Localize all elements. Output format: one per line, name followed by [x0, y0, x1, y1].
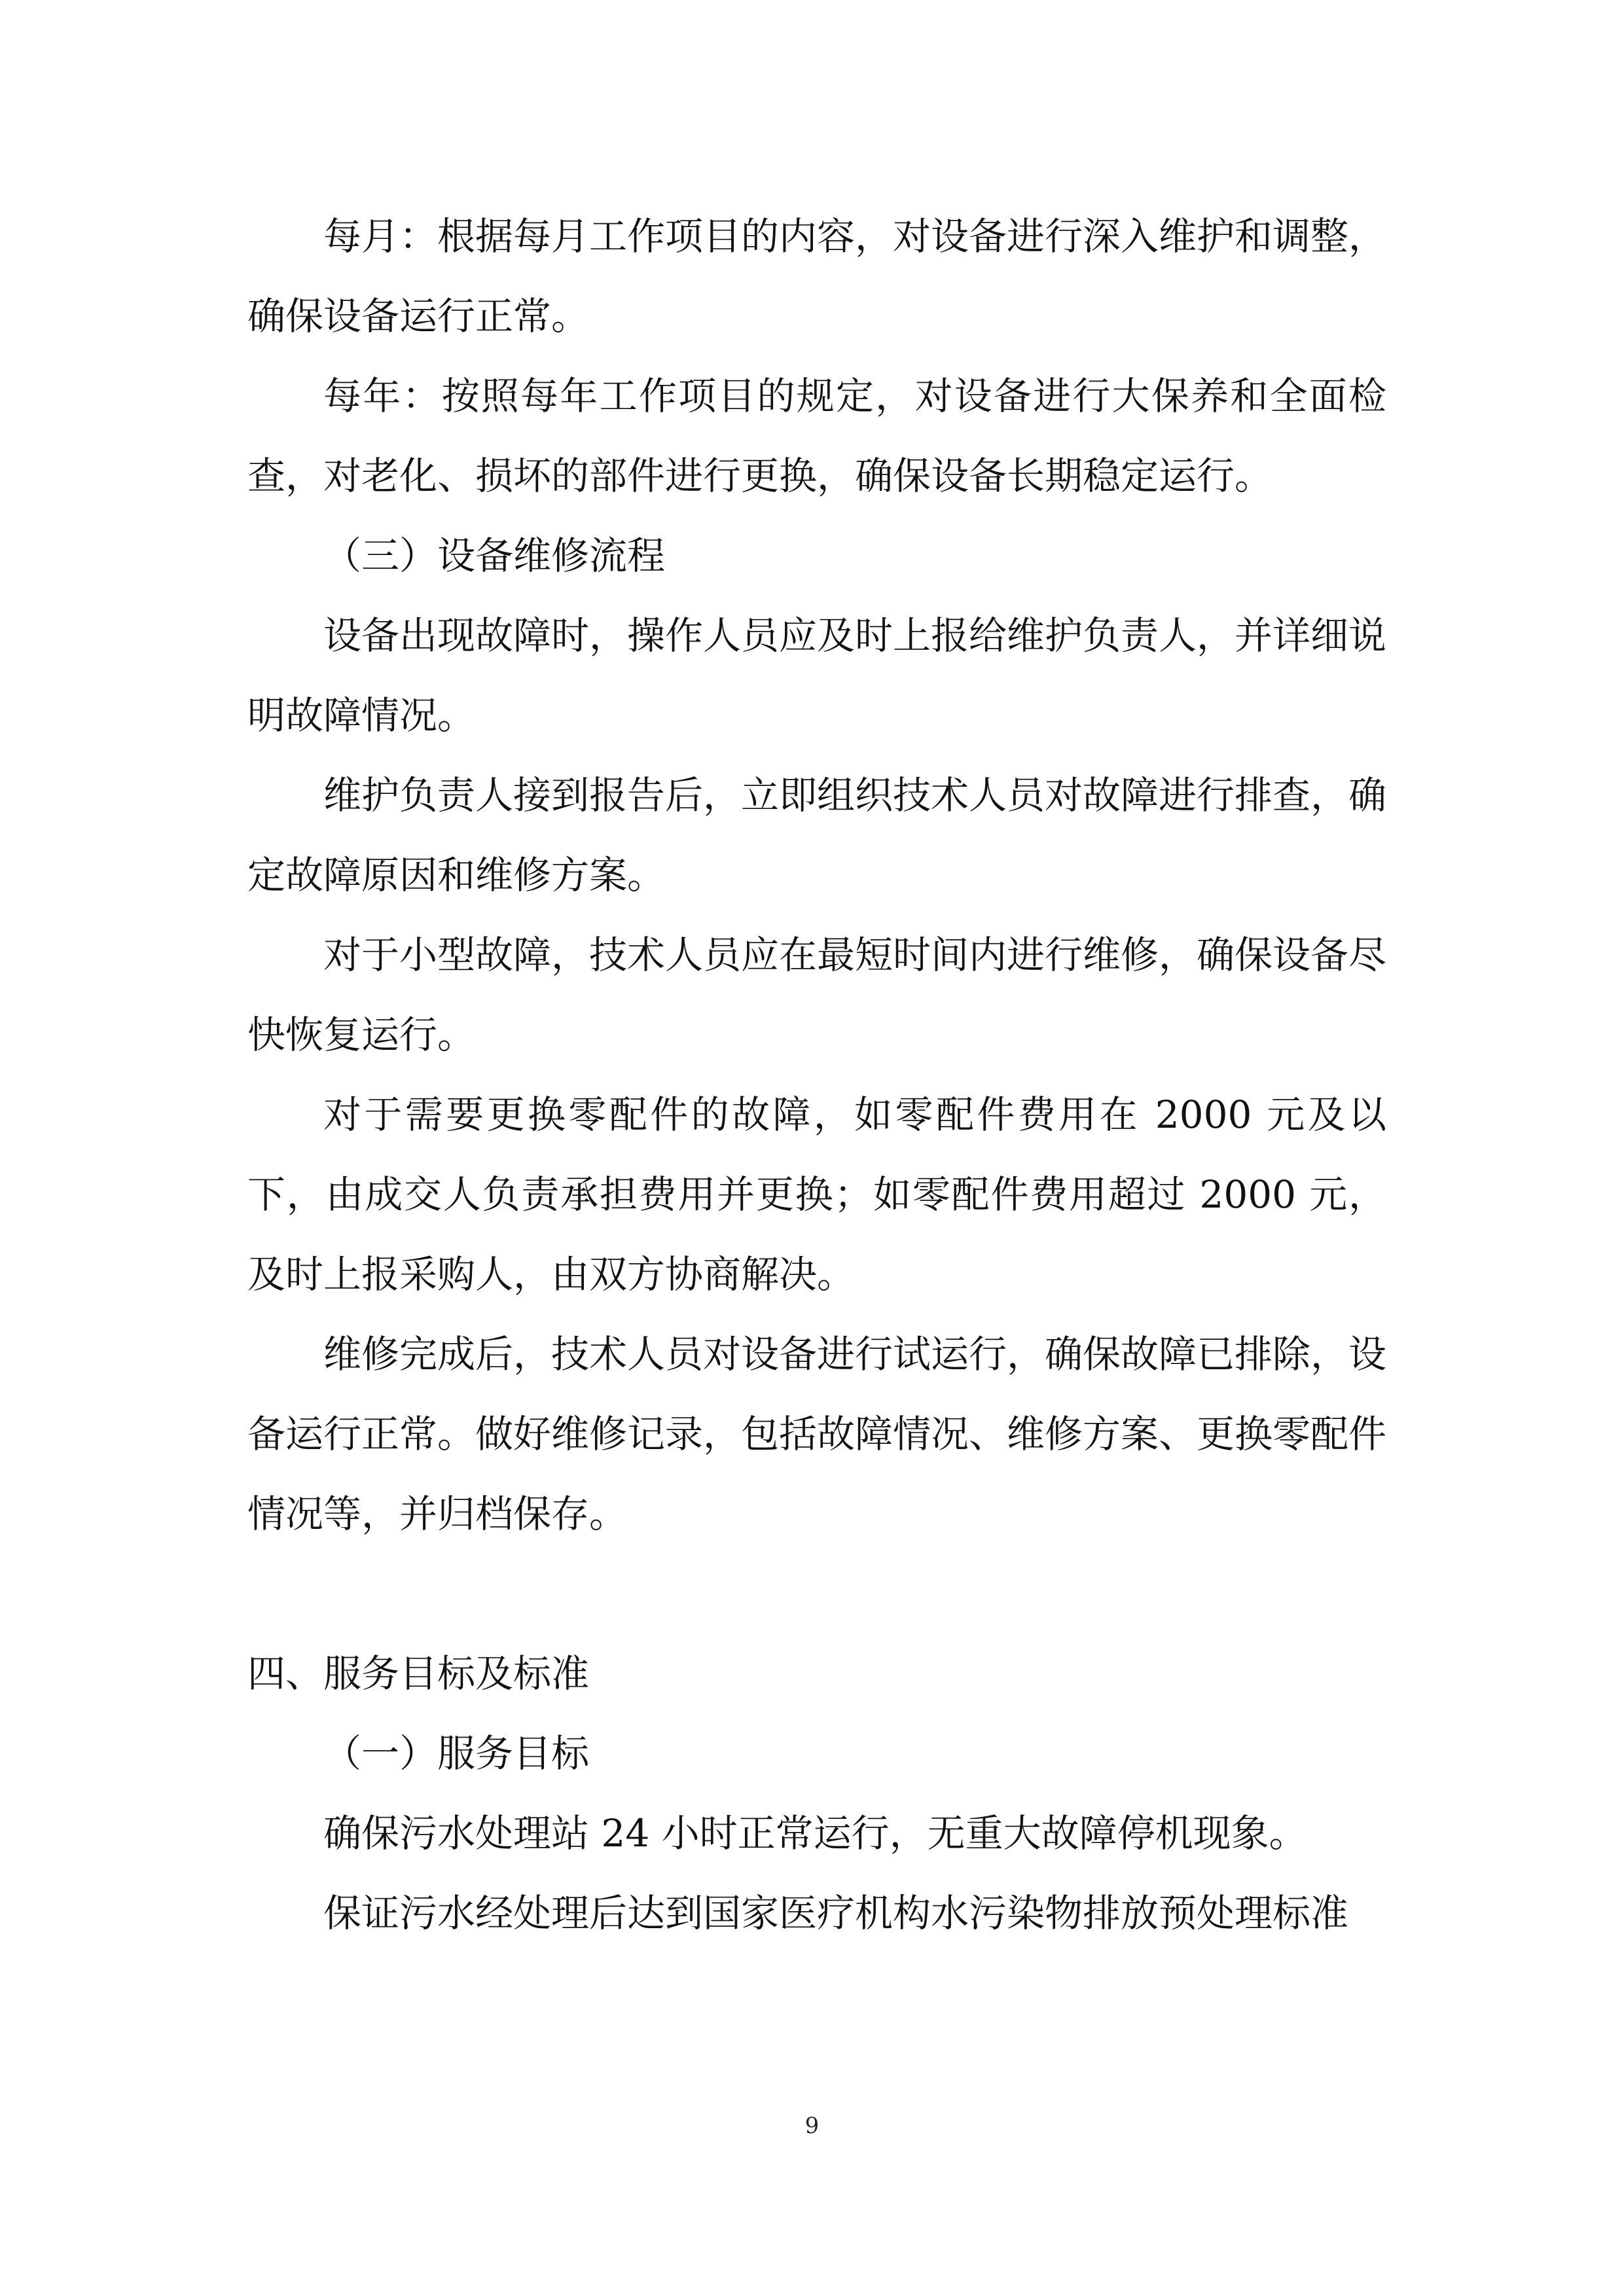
paragraph-monthly: 每月：根据每月工作项目的内容，对设备进行深入维护和调整，确保设备运行正常。	[247, 214, 1387, 338]
paragraph-24h-operation: 确保污水处理站 24 小时正常运行，无重大故障停机现象。	[323, 1811, 1307, 1856]
paragraph-spare-parts-cost: 对于需要更换零配件的故障，如零配件费用在 2000 元及以下，由成交人负责承担费用并更换；如零配件费用超过 2000 元，及时上报采购人，由双方协商解决。	[247, 1092, 1386, 1297]
paragraph-minor-faults: 对于小型故障，技术人员应在最短时间内进行维修，确保设备尽快恢复运行。	[247, 933, 1387, 1057]
document-body	[247, 196, 1386, 1953]
page-number: 9	[804, 2113, 820, 2139]
paragraph-fault-report: 设备出现故障时，操作人员应及时上报给维护负责人，并详细说明故障情况。	[247, 613, 1387, 738]
subheading-service-goal: （一）服务目标	[323, 1731, 590, 1776]
paragraph-fault-investigation: 维护负责人接到报告后，立即组织技术人员对故障进行排查，确定故障原因和维修方案。	[247, 773, 1387, 897]
subheading-repair-process: （三）设备维修流程	[323, 533, 666, 578]
section-heading-service-goals: 四、服务目标及标准	[247, 1651, 590, 1696]
paragraph-repair-completion: 维修完成后，技术人员对设备进行试运行，确保故障已排除，设备运行正常。做好维修记录，包括故障情况、维修方案、更换零配件情况等，并归档保存。	[247, 1332, 1387, 1536]
paragraph-discharge-standard: 保证污水经处理后达到国家医疗机构水污染物排放预处理标准	[323, 1891, 1349, 1935]
paragraph-yearly: 每年：按照每年工作项目的规定，对设备进行大保养和全面检查，对老化、损坏的部件进行更换，确保设备长期稳定运行。	[247, 374, 1386, 498]
